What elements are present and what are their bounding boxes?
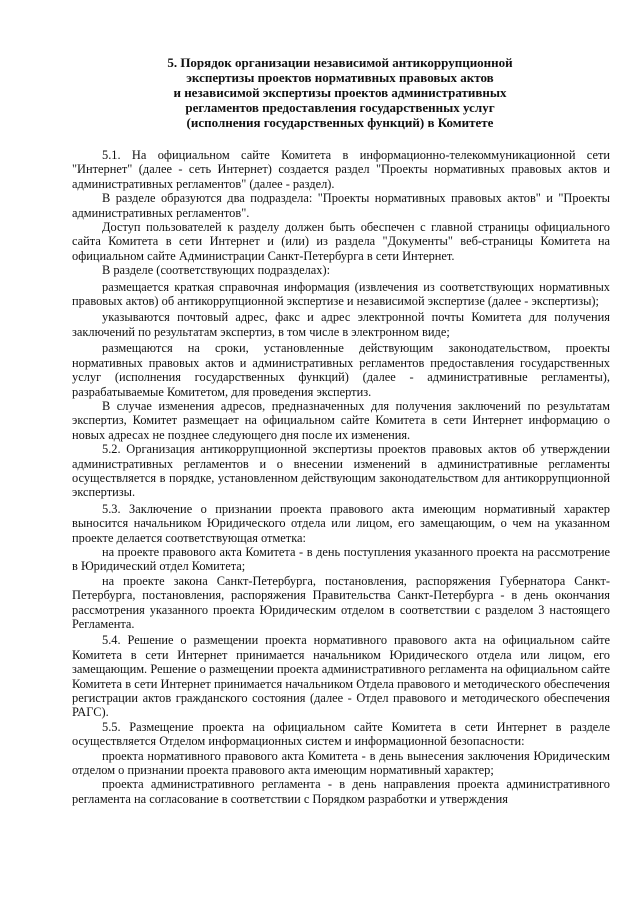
paragraph-contact-addresses: указываются почтовый адрес, факс и адрес электронной почты Комитета для получения заключений по результатам экспертиз, в том числе в электронном виде;	[72, 310, 610, 339]
heading-line: (исполнения государственных функций) в Комитете	[186, 115, 494, 130]
paragraph-normative-draft: проекта нормативного правового акта Комитета - в день вынесения заключения Юридическим отделом о признании проекта правового акта имеющим нормативный характер;	[72, 748, 610, 778]
paragraph-regulation-draft: проекта административного регламента - в день направления проекта административного регламента на согласование в соответствии с Порядком разработки и утверждения	[72, 777, 610, 806]
heading-line: регламентов предоставления государственных услуг	[185, 100, 495, 115]
paragraph-section-contents: В разделе (соответствующих подразделах):	[102, 263, 331, 278]
paragraph-access: Доступ пользователей к разделу должен быть обеспечен с главной страницы официального сайта Комитета в сети Интернет и (или) из раздела "Документы" веб-страницы Комитета на официальном сайте Администрации Санкт-Петербурга в сети Интернет.	[72, 220, 610, 263]
heading-line: 5. Порядок организации независимой антикоррупционной	[167, 55, 513, 70]
document-body	[72, 148, 610, 806]
paragraph-subsections: В разделе образуются два подраздела: "Проекты нормативных правовых актов" и "Проекты административных регламентов".	[72, 191, 610, 220]
section-heading	[120, 55, 560, 130]
heading-line: экспертизы проектов нормативных правовых актов	[186, 70, 494, 85]
paragraph-5-3: 5.3. Заключение о признании проекта правового акта имеющим нормативный характер выносится начальником Юридического отдела или лицом, его замещающим, о чем на указанном проекте делается соответствующая отметка:	[72, 501, 610, 545]
paragraph-5-4: 5.4. Решение о размещении проекта нормативного правового акта на официальном сайте Комитета в сети Интернет принимается начальником Юридического отдела или лицом, его замещающим. Решение о размещении проекта административного регламента на официальном сайте Комитета в сети Интернет принимается начальником Отдела правового и методического обеспечения регистрации актов гражданского состояния (далее - Отдел правового и методического обеспечения РАГС).	[72, 633, 610, 720]
paragraph-reference-info: размещается краткая справочная информация (извлечения из соответствующих нормативных правовых актов) об антикоррупционной экспертизе и независимой экспертизе (далее - экспертизы);	[72, 279, 610, 309]
paragraph-committee-draft: на проекте правового акта Комитета - в день поступления указанного проекта на рассмотрение в Юридический отдел Комитета;	[72, 544, 610, 574]
paragraph-5-1: 5.1. На официальном сайте Комитета в информационно-телекоммуникационной сети "Интернет" (далее - сеть Интернет) создается раздел "Проекты нормативных правовых актов и административных регламентов" (далее - раздел).	[72, 148, 610, 191]
paragraph-law-draft: на проекте закона Санкт-Петербурга, постановления, распоряжения Губернатора Санкт-Петербурга, постановления, распоряжения Правительства Санкт-Петербурга - в день окончания рассмотрения указанного проекта Юридическим отделом в соответствии с разделом 3 настоящего Регламента.	[72, 573, 610, 631]
paragraph-address-change: В случае изменения адресов, предназначенных для получения заключений по результатам экспертиз, Комитет размещает на официальном сайте Комитета в сети Интернет информацию о новых адресах не позднее следующего дня после их изменения.	[72, 398, 610, 442]
paragraph-5-5: 5.5. Размещение проекта на официальном сайте Комитета в сети Интернет в разделе осуществляется Отделом информационных систем и информационной безопасности:	[72, 719, 610, 749]
heading-line: и независимой экспертизы проектов административных	[173, 85, 507, 100]
paragraph-5-2: 5.2. Организация антикоррупционной экспертизы проектов правовых актов об утверждении административных регламентов и о внесении изменений в административные регламенты осуществляется в порядке, установленном действующим законодательством для антикоррупционной экспертизы.	[72, 442, 610, 500]
paragraph-draft-placement: размещаются на сроки, установленные действующим законодательством, проекты нормативных правовых актов и административных регламентов предоставления государственных услуг (исполнения государственных функций) (далее - административные регламенты), разрабатываемые Комитетом, для проведения экспертиз.	[72, 341, 610, 399]
